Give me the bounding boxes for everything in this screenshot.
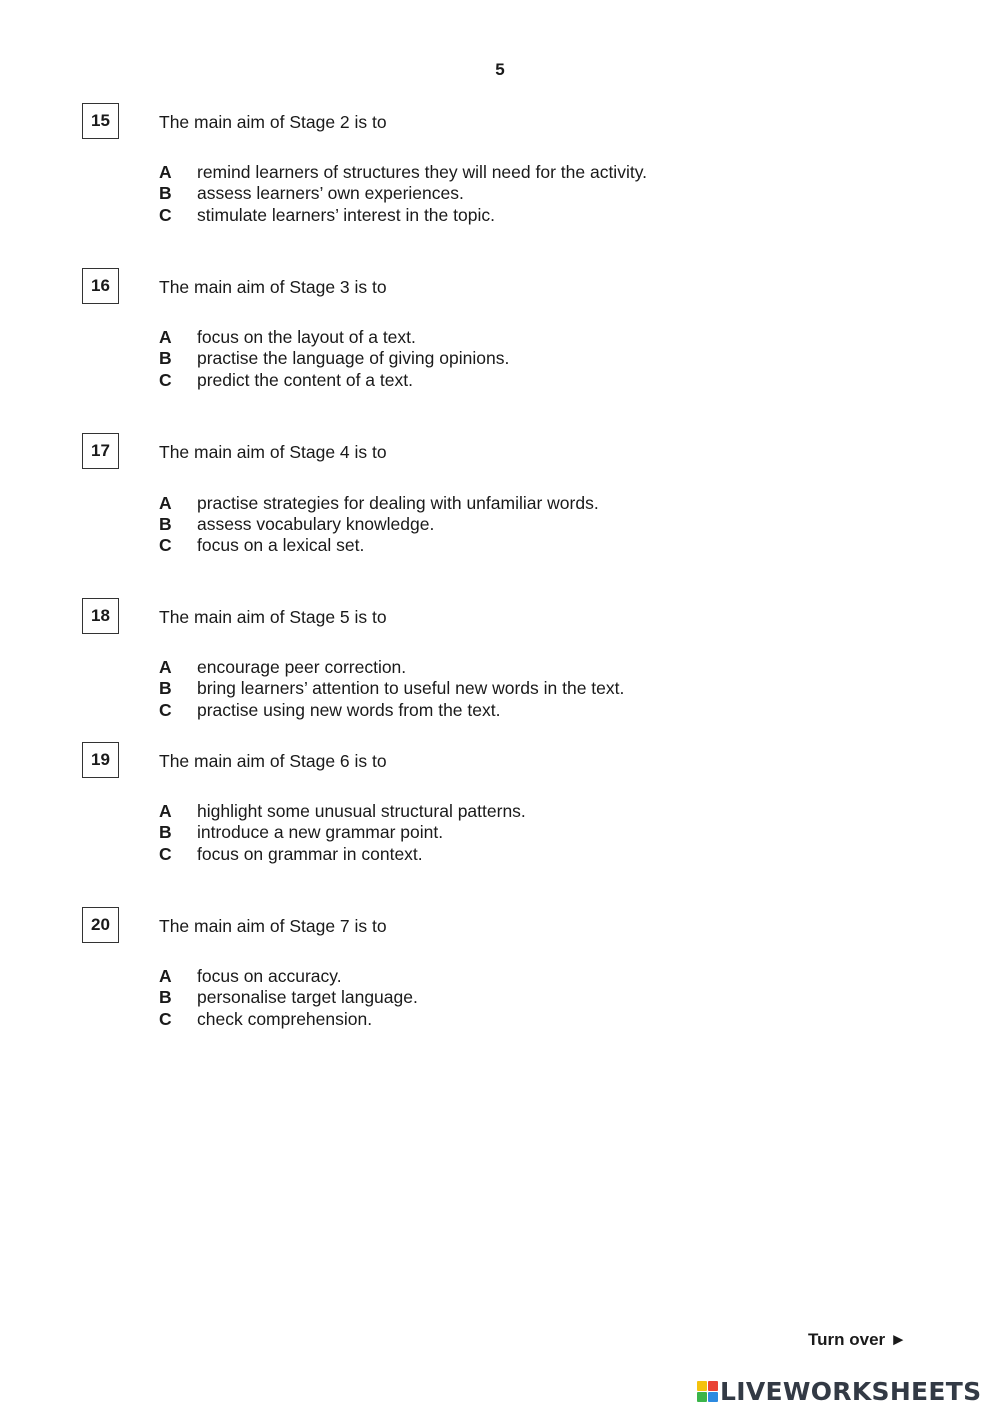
option-c[interactable] [159,535,364,556]
option-c[interactable] [159,700,500,721]
question-16 [0,268,1000,408]
option-a[interactable] [159,966,342,987]
question-number: 20 [82,907,119,943]
option-text: focus on accuracy. [197,966,342,986]
option-b[interactable] [159,822,443,843]
question-stem: The main aim of Stage 6 is to [159,751,387,771]
page-number: 5 [495,60,505,79]
logo-square-blue [708,1392,718,1402]
option-text: predict the content of a text. [197,370,413,390]
option-text: encourage peer correction. [197,657,407,677]
option-a[interactable] [159,327,416,348]
option-b[interactable] [159,514,434,535]
option-letter: C [159,535,172,555]
option-text: check comprehension. [197,1009,373,1029]
option-letter: A [159,493,172,513]
question-number: 17 [82,433,119,469]
question-stem: The main aim of Stage 5 is to [159,607,387,627]
option-letter: B [159,987,172,1007]
option-c[interactable] [159,844,423,865]
option-c[interactable] [159,370,413,391]
liveworksheets-logo[interactable] [697,1377,981,1406]
option-a[interactable] [159,493,599,514]
option-letter: B [159,348,172,368]
logo-square-green [697,1392,707,1402]
question-20 [0,907,1000,1047]
option-text: assess vocabulary knowledge. [197,514,435,534]
option-letter: C [159,370,172,390]
question-stem: The main aim of Stage 7 is to [159,916,387,936]
option-text: practise using new words from the text. [197,700,501,720]
option-b[interactable] [159,183,464,204]
question-number: 19 [82,742,119,778]
question-15 [0,103,1000,243]
question-19 [0,742,1000,882]
option-text: practise the language of giving opinions. [197,348,510,368]
option-text: focus on the layout of a text. [197,327,416,347]
question-number: 16 [82,268,119,304]
option-text: focus on a lexical set. [197,535,365,555]
option-letter: C [159,205,172,225]
option-letter: C [159,700,172,720]
question-stem: The main aim of Stage 3 is to [159,277,387,297]
question-stem: The main aim of Stage 4 is to [159,442,387,462]
option-letter: B [159,822,172,842]
option-text: assess learners’ own experiences. [197,183,464,203]
option-letter: A [159,657,172,677]
option-text: focus on grammar in context. [197,844,423,864]
option-letter: B [159,514,172,534]
option-a[interactable] [159,657,406,678]
option-c[interactable] [159,205,495,226]
question-stem: The main aim of Stage 2 is to [159,112,387,132]
option-text: stimulate learners’ interest in the topic. [197,205,495,225]
option-c[interactable] [159,1009,372,1030]
option-b[interactable] [159,348,509,369]
option-letter: C [159,1009,172,1029]
option-text: bring learners’ attention to useful new words in the text. [197,678,625,698]
option-letter: A [159,327,172,347]
option-a[interactable] [159,801,526,822]
option-text: highlight some unusual structural patterns. [197,801,526,821]
question-18 [0,598,1000,738]
option-text: introduce a new grammar point. [197,822,444,842]
option-letter: A [159,162,172,182]
question-number: 15 [82,103,119,139]
option-text: practise strategies for dealing with unfamiliar words. [197,493,599,513]
logo-square-red [708,1381,718,1391]
turn-over-label: Turn over ► [808,1330,907,1349]
option-text: remind learners of structures they will need for the activity. [197,162,648,182]
question-number: 18 [82,598,119,634]
question-17 [0,433,1000,573]
option-b[interactable] [159,678,624,699]
logo-text: LIVEWORKSHEETS [720,1377,982,1406]
option-letter: A [159,966,172,986]
option-text: personalise target language. [197,987,418,1007]
option-letter: B [159,183,172,203]
option-letter: C [159,844,172,864]
logo-square-yellow [697,1381,707,1391]
option-a[interactable] [159,162,647,183]
option-b[interactable] [159,987,418,1008]
logo-grid-icon [697,1381,718,1402]
option-letter: B [159,678,172,698]
option-letter: A [159,801,172,821]
